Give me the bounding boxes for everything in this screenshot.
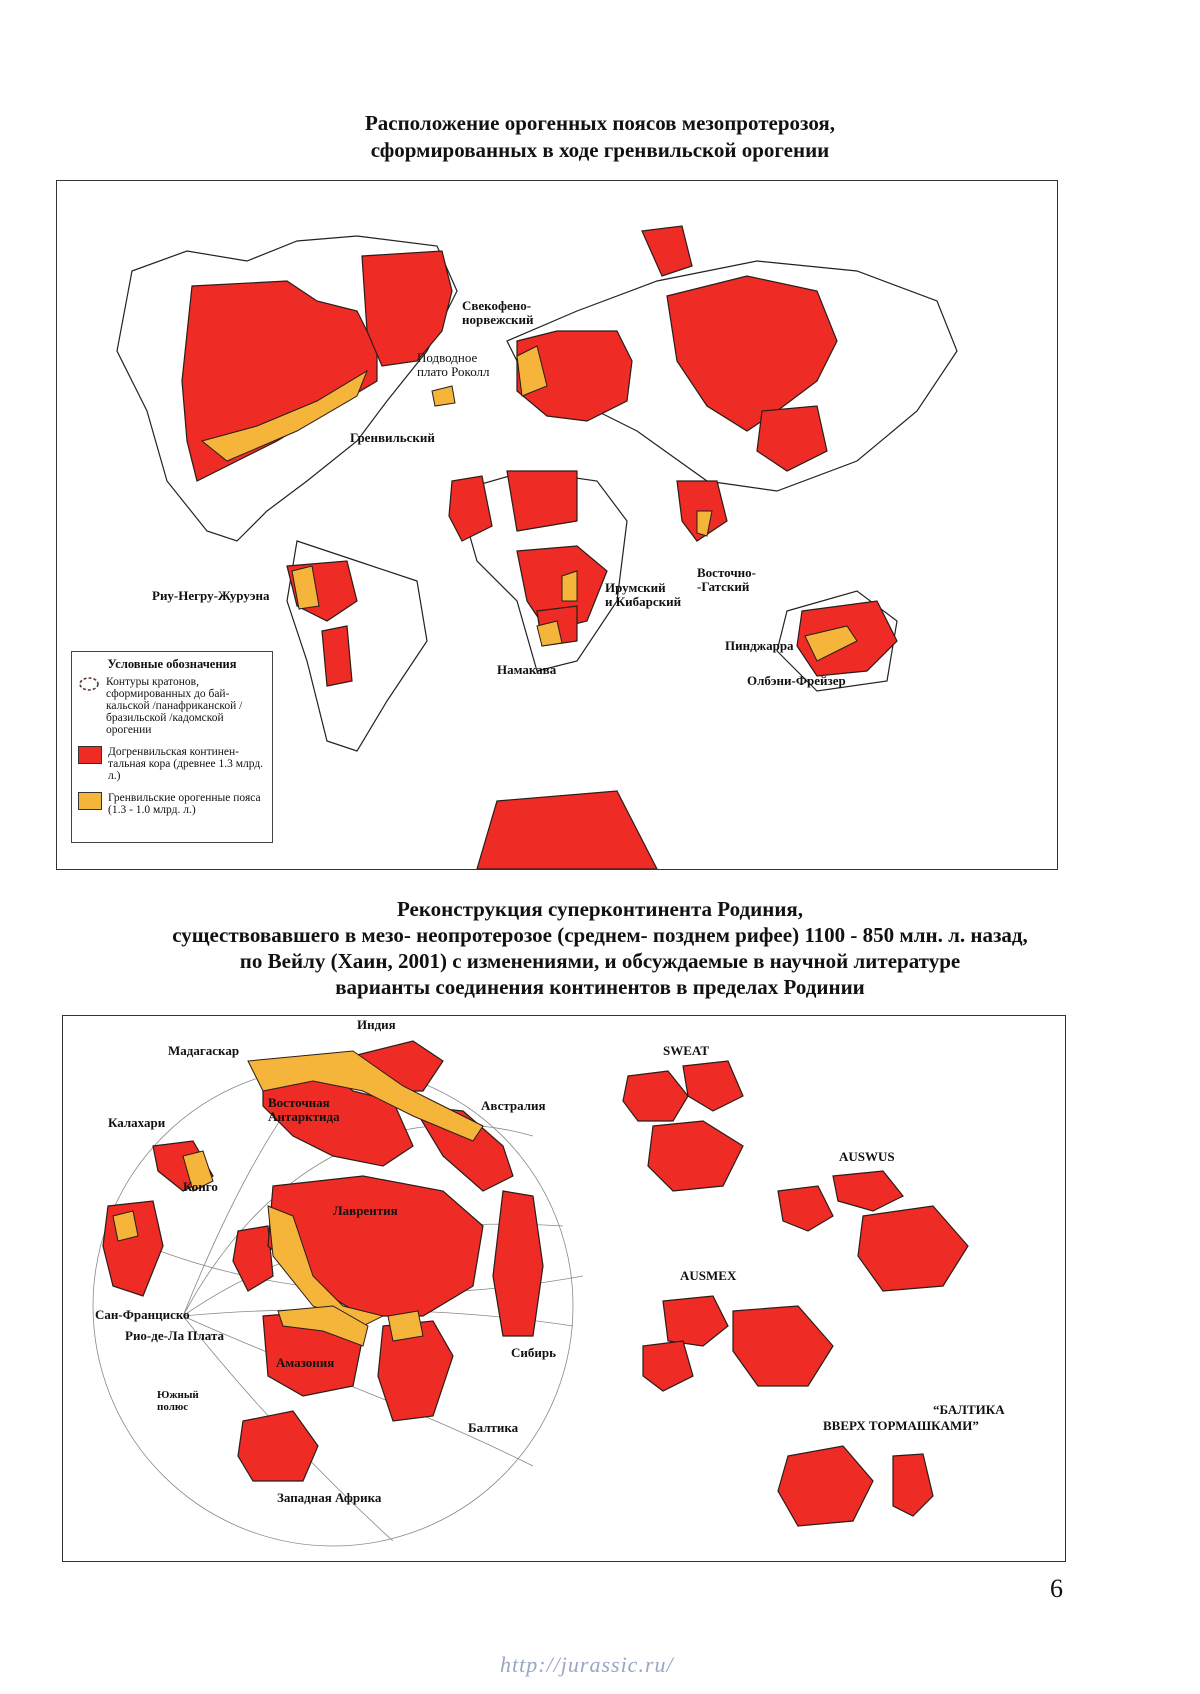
ausmex-antarctica <box>643 1341 693 1391</box>
rio-de-la-plata-craton <box>322 626 352 686</box>
bottom-title-line3: по Вейлу (Хаин, 2001) с изменениями, и обсуждаемые в научной литературе <box>239 949 961 973</box>
ausmex-australia <box>663 1296 728 1346</box>
antarctica-craton <box>477 791 657 869</box>
label-siberia: Сибирь <box>511 1345 556 1360</box>
label-ausmex: AUSMEX <box>680 1268 737 1283</box>
legend-item-grenville-belt <box>78 792 268 816</box>
label-grenville: Гренвильский <box>350 430 435 445</box>
label-san-francisco: Сан-Франциско <box>95 1307 190 1322</box>
legend-text-craton-outline: Контуры кратонов, сформированных до бай-кальской /панафриканской /бразильской /кадомской орогении <box>106 676 243 736</box>
label-india: Индия <box>357 1017 396 1032</box>
belt-congo <box>113 1211 138 1241</box>
auswus-laurentia <box>858 1206 968 1291</box>
bottom-title-line1: Реконструкция суперконтинента Родиния, <box>396 897 804 921</box>
world-map-panel <box>56 180 1058 870</box>
sweat-antarctica <box>648 1121 743 1191</box>
label-east-antarctica-1: Восточная <box>268 1095 330 1110</box>
label-east-antarctica-2: Антарктида <box>268 1109 340 1124</box>
label-sveconorwegian-1: Свекофено- <box>462 298 532 313</box>
top-map-title-line1: Расположение орогенных поясов мезопротерозоя, <box>364 111 836 135</box>
west-africa-block <box>238 1411 318 1481</box>
label-congo: Конго <box>183 1179 218 1194</box>
label-namaqua: Намакава <box>497 662 557 677</box>
upside-down-baltica <box>893 1454 933 1516</box>
label-baltica: Балтика <box>468 1420 519 1435</box>
label-south-pole-2: полюс <box>157 1401 189 1413</box>
legend-text-pre-grenville: Догренвильская континен-тальная кора (древнее 1.3 млрд. л.) <box>108 746 264 782</box>
legend-item-craton-outline <box>78 676 268 736</box>
label-south-pole-1: Южный <box>157 1389 199 1401</box>
label-west-africa: Западная Африка <box>277 1490 382 1505</box>
label-eastern-ghats-2: -Гатский <box>697 579 750 594</box>
upside-down-laurentia <box>778 1446 873 1526</box>
label-laurentia: Лаврентия <box>333 1203 398 1218</box>
label-amazonia: Амазония <box>276 1355 335 1370</box>
ausmex-laurentia <box>733 1306 833 1386</box>
label-australia: Австралия <box>481 1098 546 1113</box>
label-rio-de-la-plata: Рио-де-Ла Плата <box>125 1328 224 1343</box>
rodinia-panel <box>62 1015 1066 1562</box>
siberia-block <box>493 1191 543 1336</box>
taimyr-block <box>642 226 692 276</box>
auswus-antarctica <box>833 1171 903 1211</box>
label-pinjarra: Пинджарра <box>725 638 794 653</box>
map-legend <box>71 651 273 843</box>
orange-swatch-icon <box>78 792 102 810</box>
label-baltica-upside-1: “БАЛТИКА <box>933 1402 1005 1417</box>
rodinia-reconstruction <box>63 1016 1065 1561</box>
label-irumide-1: Ирумский <box>605 580 666 595</box>
belt-baltica <box>388 1311 423 1341</box>
red-swatch-icon <box>78 746 102 764</box>
label-albany-fraser: Олбэни-Фрейзер <box>747 673 846 688</box>
rodinia-cratons <box>103 1041 968 1526</box>
label-eastern-ghats-1: Восточно- <box>697 565 756 580</box>
legend-heading: Условные обозначения <box>107 657 237 671</box>
label-rio-negro-juruena: Риу-Негру-Журуэна <box>152 588 270 603</box>
greenland-craton <box>362 251 452 366</box>
label-baltica-upside-2: ВВЕРХ ТОРМАШКАМИ” <box>823 1418 979 1433</box>
craton-outline-swatch-icon <box>78 676 100 692</box>
irumide-kibaran-belt <box>562 571 577 601</box>
rockall-plateau <box>432 386 455 406</box>
west-africa-craton-b <box>507 471 577 531</box>
auswus-australia <box>778 1186 833 1231</box>
sweat-laurentia <box>623 1071 688 1121</box>
label-sveconorwegian-2: норвежский <box>462 312 534 327</box>
label-kalahari: Калахари <box>108 1115 166 1130</box>
label-madagascar: Мадагаскар <box>168 1043 240 1058</box>
top-map-title-line2: сформированных в ходе гренвильской орогении <box>370 138 830 162</box>
source-url: http://jurassic.ru/ <box>500 1652 674 1677</box>
label-rockall-2: плато Роколл <box>417 364 490 379</box>
label-auswus: AUSWUS <box>839 1149 895 1164</box>
legend-item-pre-grenville <box>78 746 268 782</box>
label-sweat: SWEAT <box>663 1043 709 1058</box>
namaqua-belt <box>537 621 562 646</box>
legend-text-grenville-belt: Гренвильские орогенные пояса (1.3 - 1.0 млрд. л.) <box>108 792 261 816</box>
bottom-title-line4: варианты соединения континентов в пределах Родинии <box>335 975 865 999</box>
page-number: 6 <box>1050 1574 1063 1603</box>
sweat-australia <box>683 1061 743 1111</box>
san-francisco-block <box>233 1226 273 1291</box>
bottom-title-line2: существовавшего в мезо- неопротерозое (среднем- позднем рифее) 1100 - 850 млн. л. назад, <box>172 923 1028 947</box>
label-irumide-2: и Кибарский <box>605 594 682 609</box>
label-rockall-1: Подводное <box>417 350 478 365</box>
